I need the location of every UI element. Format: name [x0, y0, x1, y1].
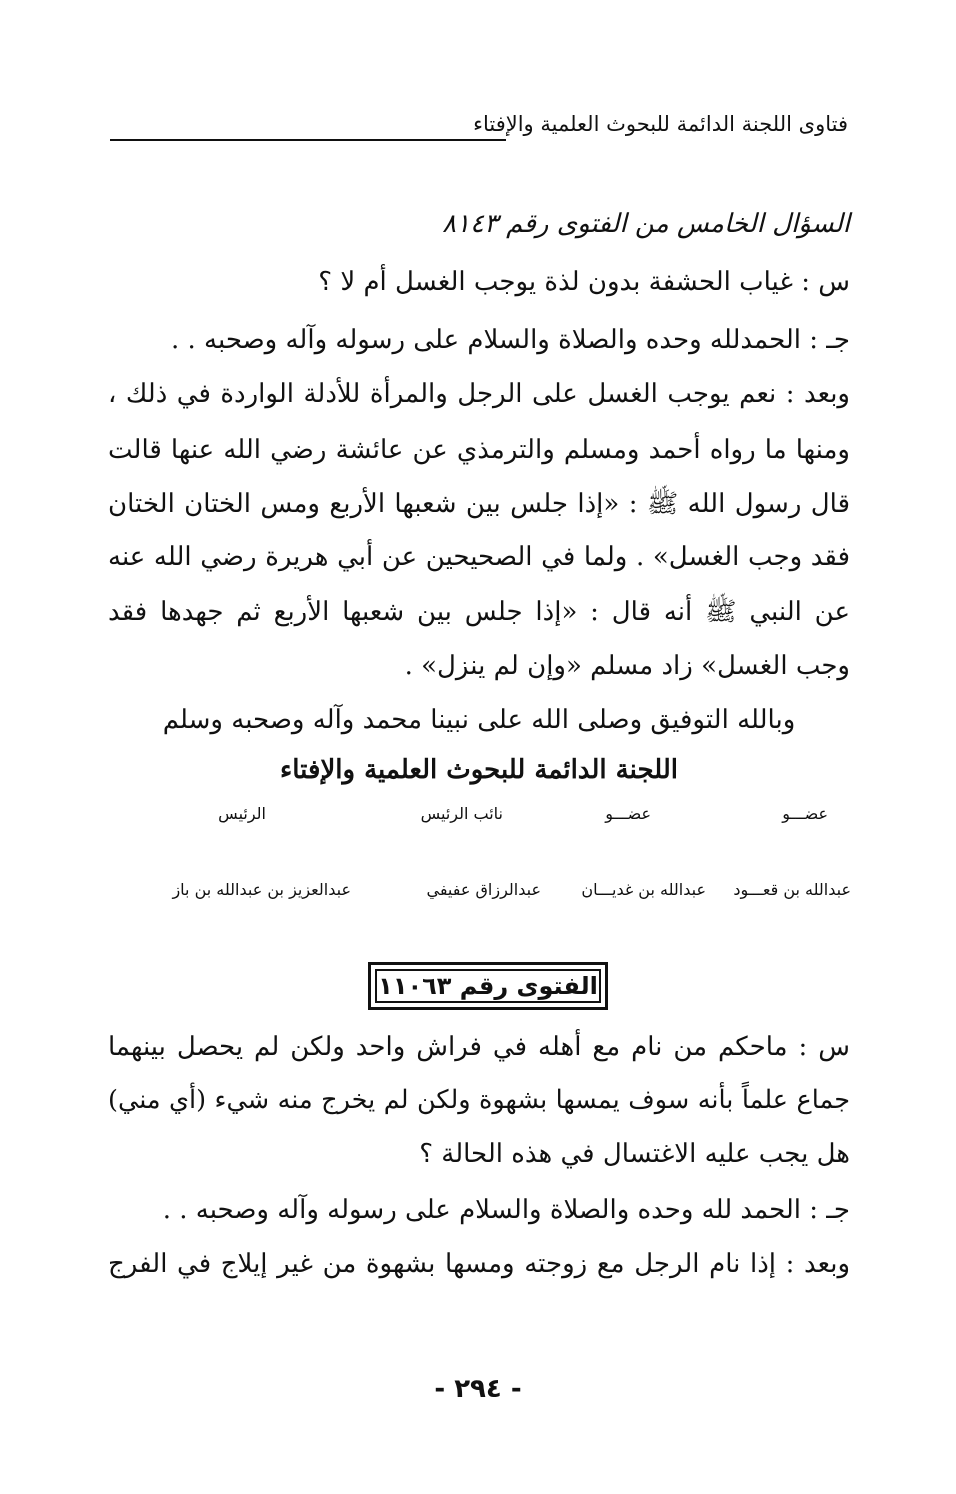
question-line: هل يجب عليه الاغتسال في هذه الحالة ؟	[419, 1139, 850, 1169]
question-text: س : غياب الحشفة بدون لذة يوجب الغسل أم لا ؟	[318, 267, 850, 297]
answer-line: وجب الغسل» زاد مسلم «وإن لم ينزل» .	[404, 651, 850, 681]
header-rule	[110, 139, 506, 141]
running-header: فتاوى اللجنة الدائمة للبحوث العلمية والإفتاء	[473, 112, 848, 136]
committee-name: اللجنة الدائمة للبحوث العلمية والإفتاء	[280, 755, 678, 785]
fatwa-title-box	[368, 962, 608, 1010]
member-name: عبدالله بن قعـــود	[733, 880, 851, 899]
answer-line: فقد وجب الغسل» . ولما في الصحيحين عن أبي هريرة رضي الله عنه	[108, 542, 850, 572]
closing-line: وبالله التوفيق وصلى الله على نبينا محمد وآله وصحبه وسلم	[162, 705, 796, 735]
fatwa-title: الفتوى رقم ١١٠٦٣	[375, 969, 601, 1003]
role-label: الرئيس	[218, 804, 266, 823]
member-name: عبدالرزاق عفيفي	[426, 880, 541, 899]
question-line: جماع علماً بأنه سوف يمسها بشهوة ولكن لم يخرج منه شيء (أي مني)	[108, 1085, 850, 1115]
member-name: عبدالله بن غديـــان	[581, 880, 706, 899]
question-line: س : ماحكم من نام مع أهله في فراش واحد ولكن لم يحصل بينهما	[108, 1032, 850, 1062]
role-label: نائب الرئيس	[420, 804, 503, 823]
role-label: عضـــو	[605, 804, 651, 823]
page-number: - ٢٩٤ -	[434, 1374, 522, 1404]
answer-line: جـ : الحمد لله وحده والصلاة والسلام على رسوله وآله وصحبه . .	[162, 1195, 850, 1225]
answer-line: ومنها ما رواه أحمد ومسلم والترمذي عن عائشة رضي الله عنها قالت	[108, 435, 850, 465]
answer-line: عن النبي ﷺ أنه قال : «إذا جلس بين شعبها الأربع ثم جهدها فقد	[108, 597, 850, 627]
role-label: عضـــو	[782, 804, 828, 823]
member-name: عبدالعزيز بن عبدالله بن باز	[172, 880, 351, 899]
answer-line: وبعد : إذا نام الرجل مع زوجته ومسها بشهوة من غير إيلاج في الفرج	[108, 1249, 850, 1279]
answer-line: وبعد : نعم يوجب الغسل على الرجل والمرأة للأدلة الواردة في ذلك ،	[108, 379, 850, 409]
answer-line: جـ : الحمدلله وحده والصلاة والسلام على رسوله وآله وصحبه . .	[170, 325, 850, 355]
fatwa-heading: السؤال الخامس من الفتوى رقم ٨١٤٣	[442, 209, 850, 239]
answer-line: قال رسول الله ﷺ : «إذا جلس بين شعبها الأربع ومس الختان الختان	[108, 489, 850, 519]
